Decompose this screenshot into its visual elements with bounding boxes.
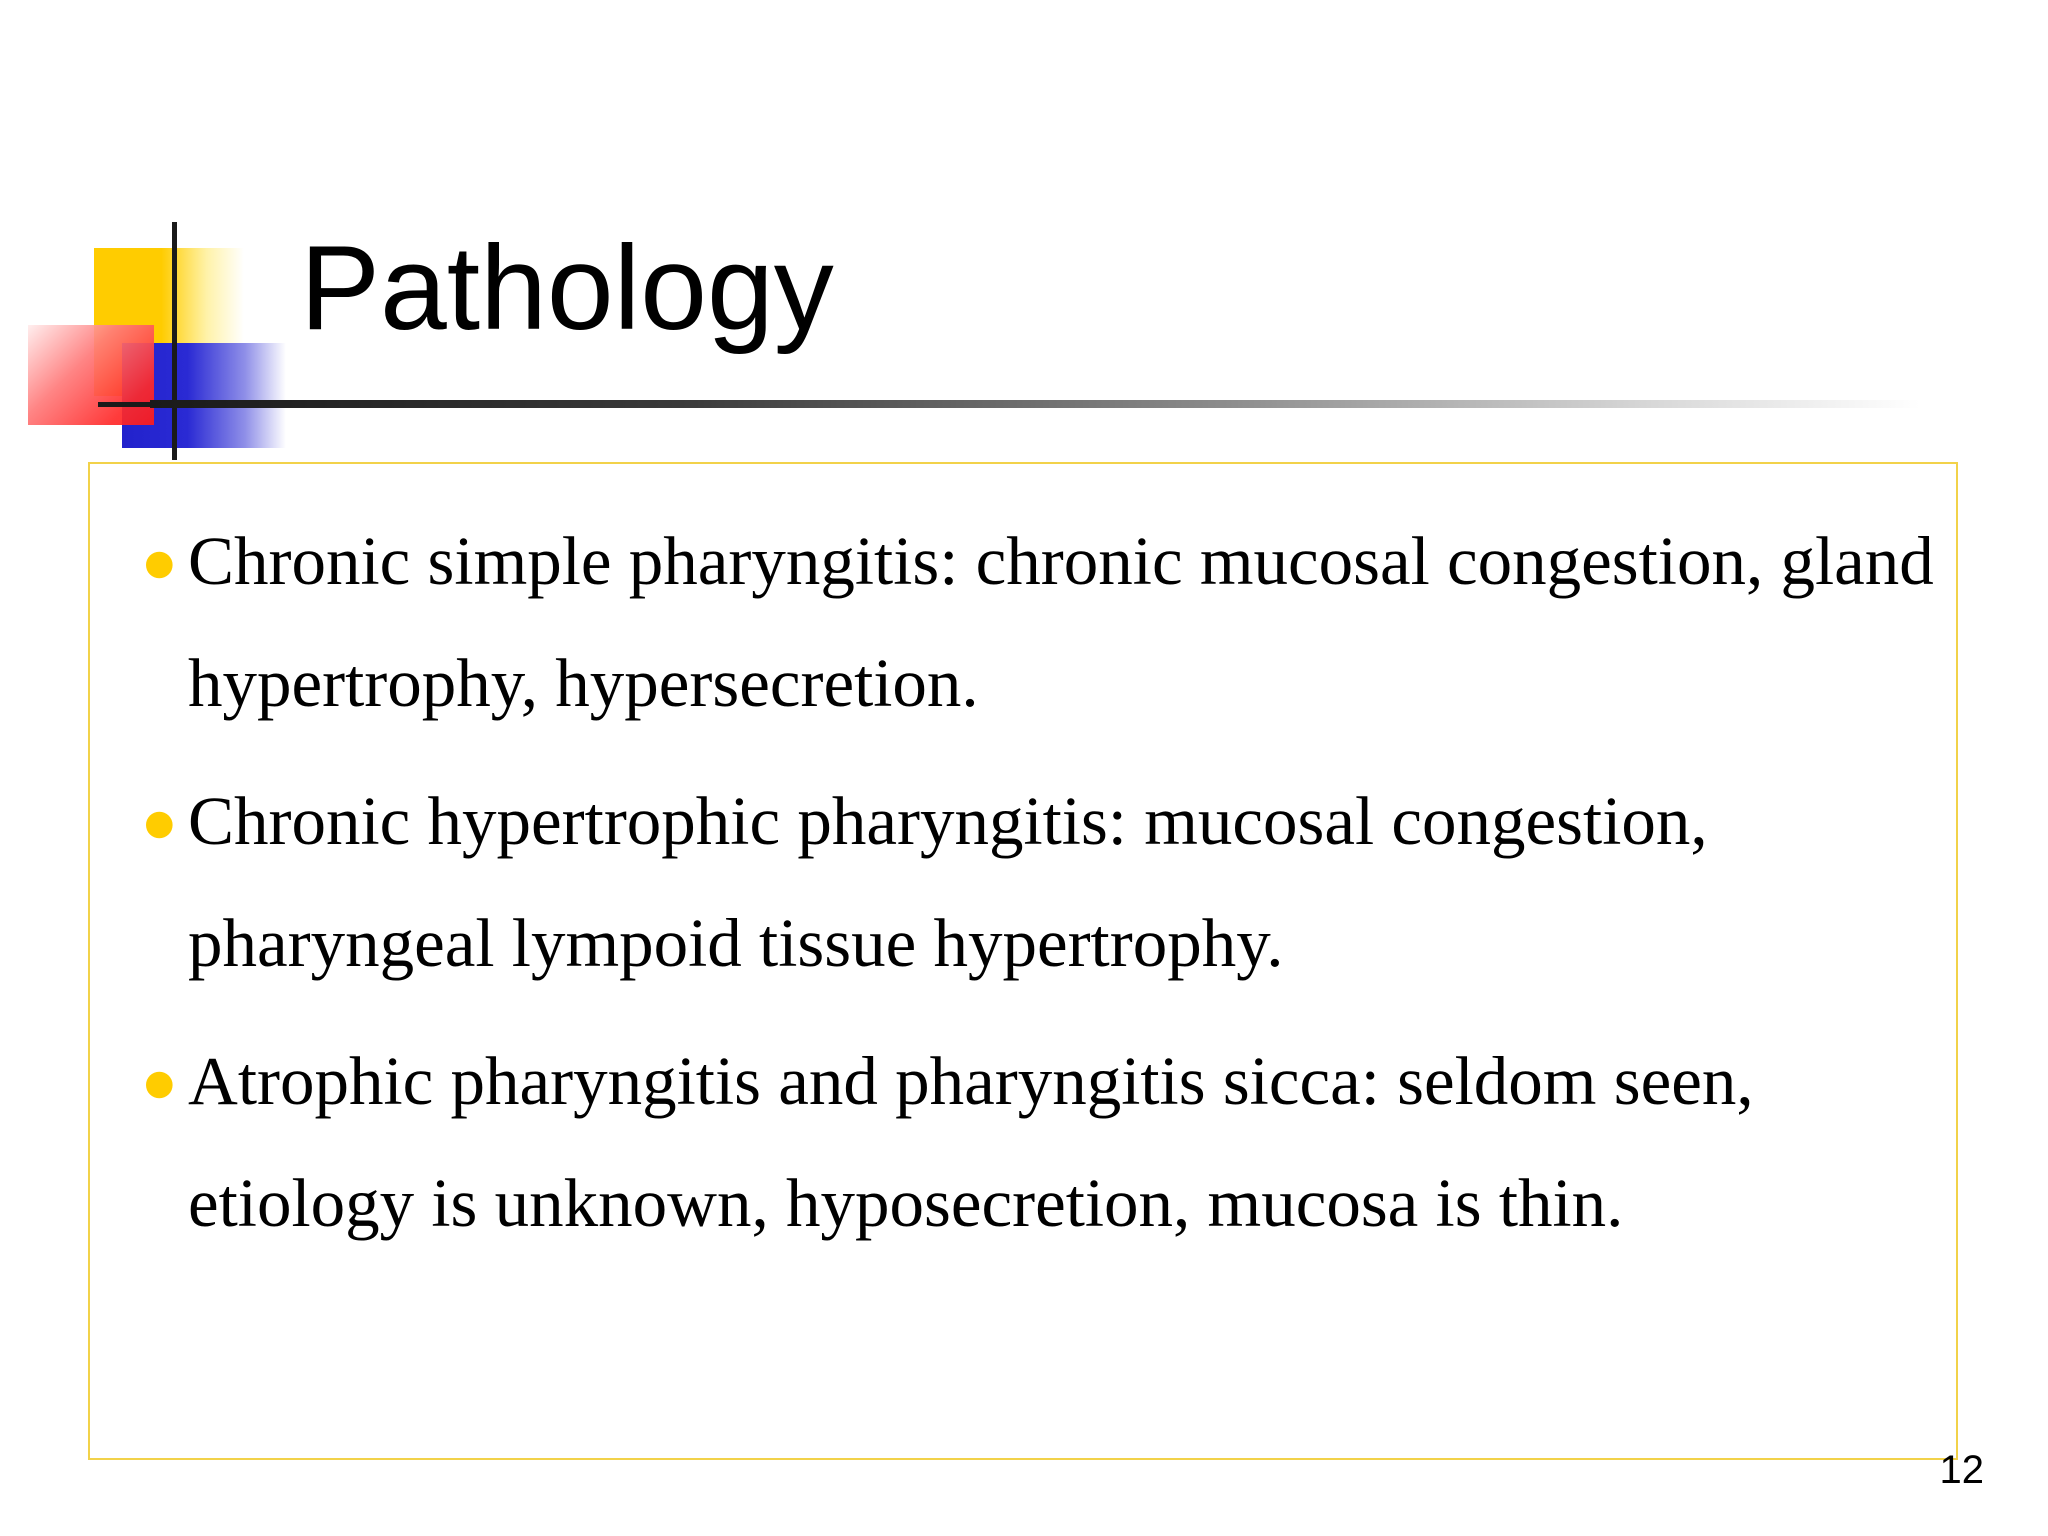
title-underline-rule [150, 400, 1920, 408]
bullet-text: Atrophic pharyngitis and pharyngitis sicca: seldom seen, etiology is unknown, hyposecretion, mucosa is thin. [188, 1043, 1754, 1241]
slide-title: Pathology [300, 221, 834, 355]
bullet-dot-icon [146, 552, 173, 579]
bullet-dot-icon [146, 1072, 173, 1099]
page-number: 12 [1939, 1448, 1984, 1492]
bullet-item [146, 1020, 1946, 1264]
bullet-list [146, 500, 1946, 1280]
content-box [88, 462, 1958, 1460]
decor-vertical-line [172, 222, 177, 460]
bullet-text: Chronic simple pharyngitis: chronic mucosal congestion, gland hypertrophy, hypersecretion. [188, 523, 1934, 721]
bullet-text: Chronic hypertrophic pharyngitis: mucosal congestion, pharyngeal lympoid tissue hypertrophy. [188, 783, 1708, 981]
bullet-item [146, 500, 1946, 744]
decor-red-square [28, 325, 154, 425]
corner-decoration [0, 0, 320, 480]
bullet-item [146, 760, 1946, 1004]
bullet-dot-icon [146, 812, 173, 839]
